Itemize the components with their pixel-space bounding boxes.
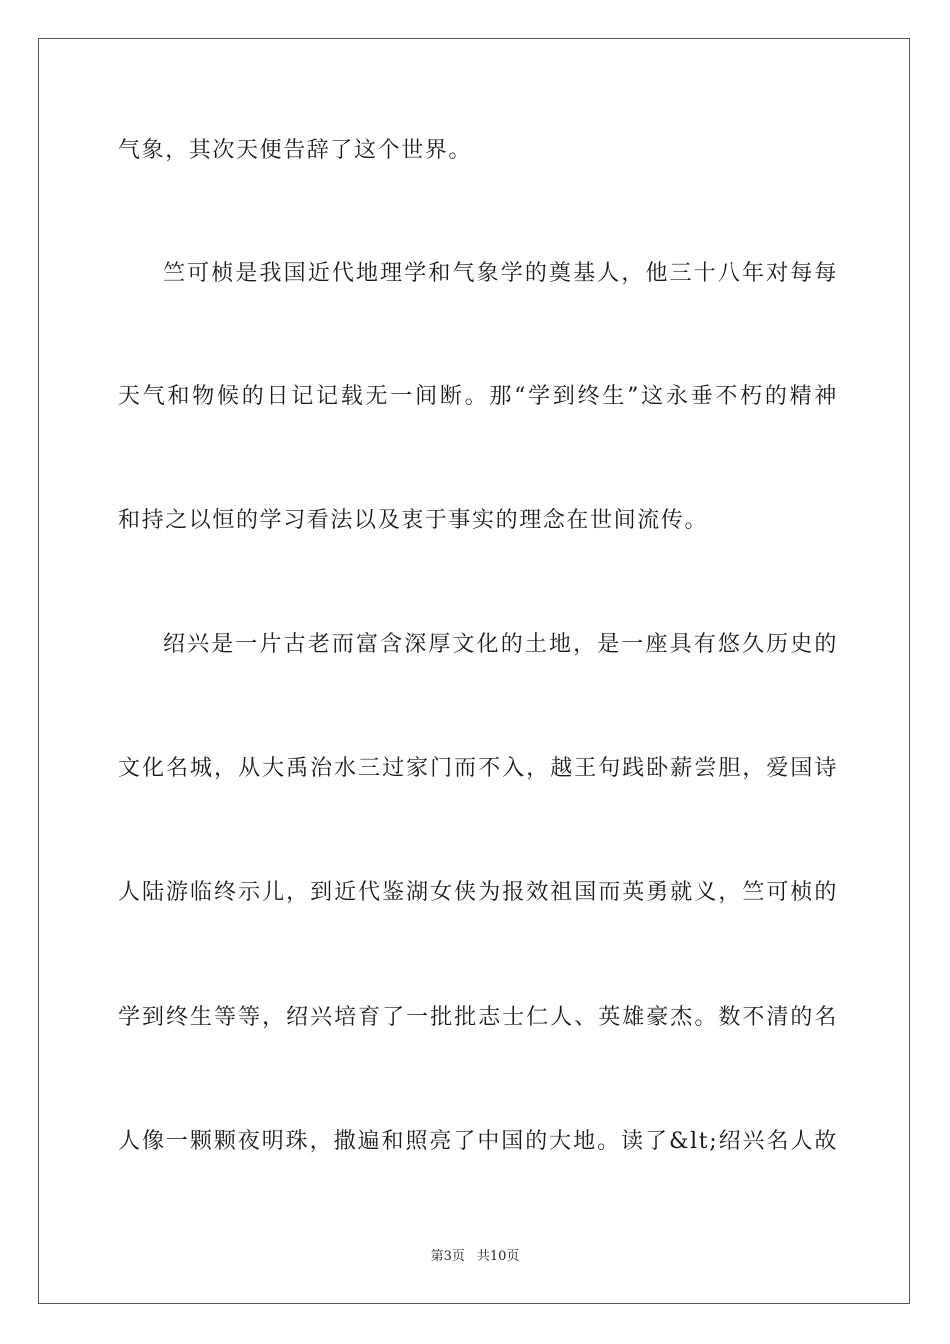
text-line-8: 学到终生等等，绍兴培育了一批批志士仁人、英雄豪杰。数不清的名: [118, 1005, 838, 1030]
page-number: 第3页: [430, 1249, 465, 1264]
text-line-2: 竺可桢是我国近代地理学和气象学的奠基人，他三十八年对每每: [163, 261, 838, 286]
text-line-7: 人陆游临终示儿，到近代鉴湖女侠为报效祖国而英勇就义，竺可桢的: [118, 880, 838, 905]
page-total: 共10页: [476, 1249, 520, 1264]
text-line-6: 文化名城，从大禹治水三过家门而不入，越王句践卧薪尝胆，爱国诗: [118, 756, 838, 781]
text-line-3: 天气和物候的日记记载无一间断。那“学到终生”这永垂不朽的精神: [118, 384, 838, 409]
text-line-9: 人像一颗颗夜明珠，撒遍和照亮了中国的大地。读了&lt;绍兴名人故: [118, 1129, 838, 1154]
text-line-1: 气象，其次天便告辞了这个世界。: [118, 138, 473, 163]
text-line-5: 绍兴是一片古老而富含深厚文化的土地，是一座具有悠久历史的: [163, 632, 838, 657]
page-footer: [0, 1248, 950, 1266]
page-border: [38, 38, 910, 1304]
text-line-4: 和持之以恒的学习看法以及衷于事实的理念在世间流传。: [118, 508, 709, 533]
